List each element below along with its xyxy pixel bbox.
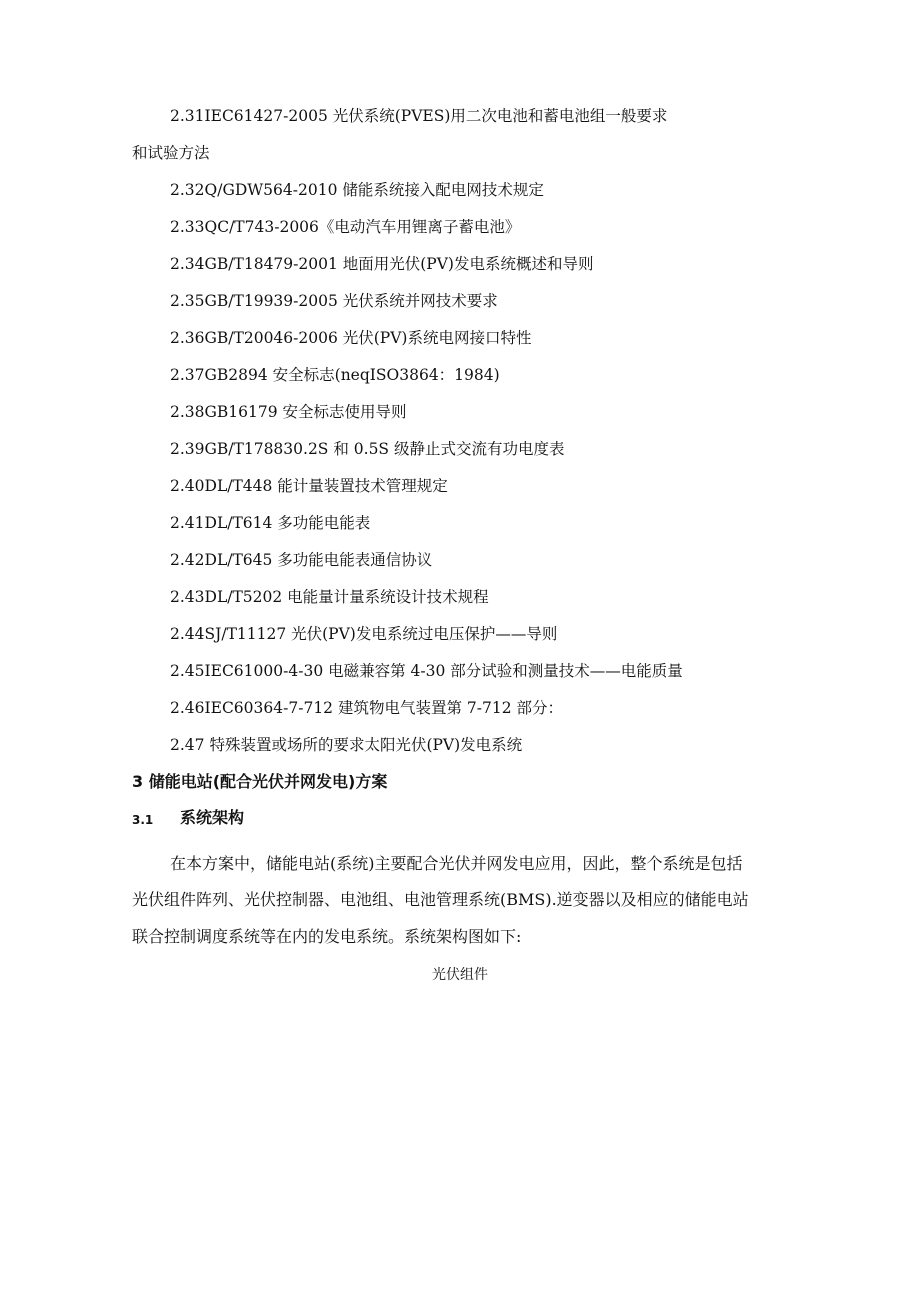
section-heading: 3 储能电站(配合光伏并网发电)方案: [132, 772, 388, 791]
diagram-label: 光伏组件: [432, 967, 488, 983]
reference-item: 2.34GB/T18479-2001 地面用光伏(PV)发电系统概述和导则: [170, 255, 594, 273]
reference-item: 2.35GB/T19939-2005 光伏系统并网技术要求: [170, 292, 498, 310]
reference-item: 2.44SJ/T11127 光伏(PV)发电系统过电压保护——导则: [170, 625, 558, 643]
paragraph-line: 联合控制调度系统等在内的发电系统。系统架构图如下:: [132, 927, 522, 946]
reference-item: 2.41DL/T614 多功能电能表: [170, 514, 371, 532]
reference-item: 2.32Q/GDW564-2010 储能系统接入配电网技术规定: [170, 181, 544, 199]
subsection-number: 3.1: [132, 813, 154, 827]
reference-item: 2.31IEC61427-2005 光伏系统(PVES)用二次电池和蓄电池组一般要求: [170, 107, 668, 125]
reference-item: 2.37GB2894 安全标志(neqISO3864：1984): [170, 366, 500, 384]
reference-item: 2.43DL/T5202 电能量计量系统设计技术规程: [170, 588, 489, 606]
reference-item: 2.45IEC61000-4-30 电磁兼容第 4-30 部分试验和测量技术——电能质量: [170, 662, 683, 680]
reference-item: 2.38GB16179 安全标志使用导则: [170, 403, 407, 421]
reference-item: 2.42DL/T645 多功能电能表通信协议: [170, 551, 433, 569]
paragraph-line: 在本方案中，储能电站(系统)主要配合光伏并网发电应用，因此，整个系统是包括: [170, 854, 743, 873]
reference-item: 2.40DL/T448 能计量装置技术管理规定: [170, 477, 448, 495]
reference-item: 2.47 特殊装置或场所的要求太阳光伏(PV)发电系统: [170, 736, 523, 754]
reference-item-continuation: 和试验方法: [132, 144, 210, 162]
reference-item: 2.46IEC60364-7-712 建筑物电气装置第 7-712 部分：: [170, 699, 564, 717]
reference-item: 2.33QC/T743-2006《电动汽车用锂离子蓄电池》: [170, 218, 521, 236]
paragraph-line: 光伏组件阵列、光伏控制器、电池组、电池管理系统(BMS).逆变器以及相应的储能电站: [132, 890, 749, 909]
reference-item: 2.36GB/T20046-2006 光伏(PV)系统电网接口特性: [170, 329, 532, 347]
subsection-title: 系统架构: [180, 808, 245, 827]
reference-item: 2.39GB/T178830.2S 和 0.5S 级静止式交流有功电度表: [170, 440, 565, 458]
